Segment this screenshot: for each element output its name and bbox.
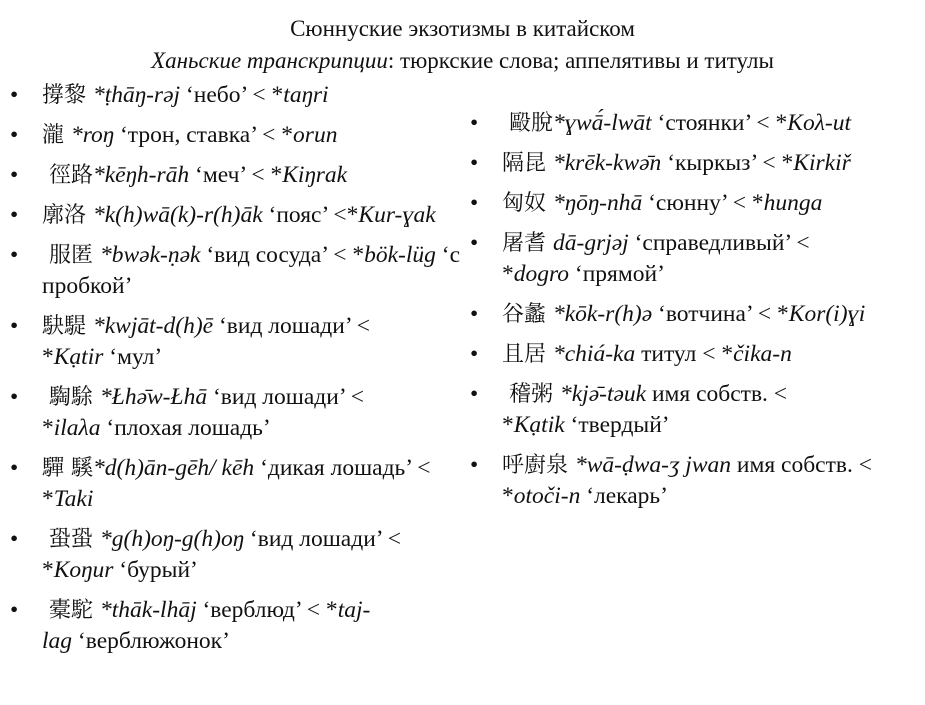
gloss-text: ‘вид лошади’ < * bbox=[42, 526, 401, 583]
reconstruction-text: *kjə̄-təuk bbox=[560, 381, 647, 407]
reconstruction-text: *wā-ḍwa-ʒ jwan bbox=[575, 452, 732, 478]
reconstruction-text: *Łhə̄w-Łhā bbox=[100, 384, 208, 410]
gloss-text: ‘пояс’ <* bbox=[262, 202, 359, 228]
reconstruction-text: *roŋ bbox=[71, 122, 115, 148]
reconstruction-text: Kor(i)ɣi bbox=[788, 301, 866, 327]
reconstruction-text: dā-grjəj bbox=[553, 230, 629, 256]
reconstruction-text: orun bbox=[293, 122, 338, 148]
gloss-text: ‘вотчина’ < * bbox=[652, 301, 789, 327]
gloss-text: ‘небо’ < * bbox=[180, 82, 284, 108]
chinese-characters: 且居 bbox=[502, 342, 553, 367]
chinese-characters: 服匿 bbox=[42, 243, 100, 268]
reconstruction-text: *bwək-ṇək bbox=[100, 242, 201, 268]
reconstruction-text: taŋri bbox=[283, 82, 329, 108]
left-column-list bbox=[10, 80, 465, 666]
reconstruction-text: ilaλa bbox=[53, 415, 101, 441]
reconstruction-text: *ṭhāŋ-rəj bbox=[93, 82, 181, 108]
chinese-characters: 稽粥 bbox=[502, 382, 560, 407]
reconstruction-text: otoči-n bbox=[513, 483, 581, 509]
reconstruction-text: taj-lag bbox=[42, 597, 371, 654]
reconstruction-text: *krēk-kwə̄n bbox=[553, 150, 662, 176]
gloss-text: титул < * bbox=[635, 341, 734, 367]
list-item bbox=[10, 311, 465, 373]
reconstruction-text: Kur-ɣak bbox=[358, 202, 436, 228]
chinese-characters: 谷蠡 bbox=[502, 302, 553, 327]
gloss-text: ‘трон, ставка’ < * bbox=[114, 122, 294, 148]
gloss-text: имя собств. < * bbox=[502, 381, 788, 438]
reconstruction-text: *ŋōŋ-nhā bbox=[553, 190, 643, 216]
page-title: Сюннуские экзотизмы в китайском bbox=[290, 16, 635, 41]
gloss-text: ‘кыркыз’ < * bbox=[661, 150, 794, 176]
gloss-text: ‘лекарь’ bbox=[580, 483, 668, 509]
list-item bbox=[10, 524, 465, 586]
chinese-characters: 騊駼 bbox=[42, 385, 100, 410]
reconstruction-text: *kwjāt-d(h)ē bbox=[93, 313, 214, 339]
chinese-characters: 屠耆 bbox=[502, 231, 553, 256]
right-column-list bbox=[470, 108, 920, 521]
gloss-text: ‘меч’ < * bbox=[189, 162, 283, 188]
gloss-text: ‘справедливый’ < * bbox=[502, 230, 810, 287]
list-item bbox=[10, 382, 465, 444]
gloss-text: ‘стоянки’ < * bbox=[651, 110, 788, 136]
list-item bbox=[10, 453, 465, 515]
chinese-characters: 呼廚泉 bbox=[502, 453, 575, 478]
list-item bbox=[470, 379, 920, 441]
reconstruction-text: Taki bbox=[53, 486, 94, 512]
gloss-text: ‘вид лошади’ < * bbox=[42, 313, 371, 370]
reconstruction-text: dogro bbox=[513, 261, 570, 287]
reconstruction-text: čika-n bbox=[733, 341, 792, 367]
reconstruction-text: *chiá-ka bbox=[553, 341, 636, 367]
reconstruction-text: *thāk-lhāj bbox=[100, 597, 197, 623]
chinese-characters: 徑路 bbox=[42, 163, 93, 188]
gloss-text: ‘верблюжонок’ bbox=[72, 628, 230, 654]
list-item bbox=[470, 228, 920, 290]
list-item bbox=[470, 339, 920, 370]
list-item bbox=[470, 108, 920, 139]
list-item bbox=[10, 595, 465, 657]
chinese-characters: 廓洛 bbox=[42, 203, 93, 228]
page-subtitle bbox=[0, 46, 925, 76]
gloss-text: ‘с пробкой’ bbox=[42, 242, 461, 299]
subtitle-italic: Ханьские транскрипции bbox=[151, 48, 388, 73]
chinese-characters: 匈奴 bbox=[502, 191, 553, 216]
reconstruction-text: Kạtik bbox=[513, 412, 565, 438]
gloss-text: ‘бурый’ bbox=[113, 557, 198, 583]
list-item bbox=[10, 240, 465, 302]
gloss-text: имя собств. < * bbox=[502, 452, 872, 509]
chinese-characters: 駃騠 bbox=[42, 314, 93, 339]
reconstruction-text: Kirkiř bbox=[793, 150, 851, 176]
gloss-text: ‘плохая лошадь’ bbox=[100, 415, 271, 441]
subtitle-rest: : тюркские слова; аппелятивы и титулы bbox=[387, 48, 774, 73]
list-item bbox=[10, 160, 465, 191]
reconstruction-text: Koλ-ut bbox=[787, 110, 851, 136]
gloss-text: ‘верблюд’ < * bbox=[196, 597, 338, 623]
list-item bbox=[470, 299, 920, 330]
list-item bbox=[10, 200, 465, 231]
reconstruction-text: Koŋur bbox=[53, 557, 114, 583]
gloss-text: ‘вид лошади’ < * bbox=[42, 384, 365, 441]
reconstruction-text: bök-lüg bbox=[364, 242, 436, 268]
list-item bbox=[470, 450, 920, 512]
chinese-characters: 瀧 bbox=[42, 123, 71, 148]
reconstruction-text: *k(h)wā(k)-r(h)āk bbox=[93, 202, 263, 228]
list-item bbox=[10, 120, 465, 151]
reconstruction-text: *kōk-r(h)ə bbox=[553, 301, 653, 327]
reconstruction-text: Kạtir bbox=[53, 344, 104, 370]
reconstruction-text: *d(h)ān-gēh/ kēh bbox=[93, 455, 255, 481]
gloss-text: ‘вид сосуда’ < * bbox=[200, 242, 365, 268]
chinese-characters: 蛩蛩 bbox=[42, 527, 100, 552]
chinese-characters: 隔昆 bbox=[502, 151, 553, 176]
gloss-text: ‘сюнну’ < * bbox=[642, 190, 764, 216]
reconstruction-text: *kēŋh-rāh bbox=[93, 162, 190, 188]
chinese-characters: 橐駝 bbox=[42, 598, 100, 623]
chinese-characters: 撐黎 bbox=[42, 83, 93, 108]
gloss-text: ‘твердый’ bbox=[564, 412, 670, 438]
chinese-characters: 毆脫 bbox=[502, 111, 553, 136]
list-item bbox=[470, 188, 920, 219]
reconstruction-text: hunga bbox=[763, 190, 823, 216]
reconstruction-text: *ɣwā́-lwāt bbox=[553, 110, 652, 136]
reconstruction-text: *g(h)oŋ-g(h)oŋ bbox=[100, 526, 245, 552]
reconstruction-text: Kiŋrak bbox=[282, 162, 348, 188]
list-item bbox=[470, 148, 920, 179]
list-item bbox=[10, 80, 465, 111]
chinese-characters: 驒 騱 bbox=[42, 456, 93, 481]
gloss-text: ‘мул’ bbox=[103, 344, 163, 370]
gloss-text: ‘дикая лошадь’ < * bbox=[42, 455, 431, 512]
gloss-text: ‘прямой’ bbox=[569, 261, 665, 287]
